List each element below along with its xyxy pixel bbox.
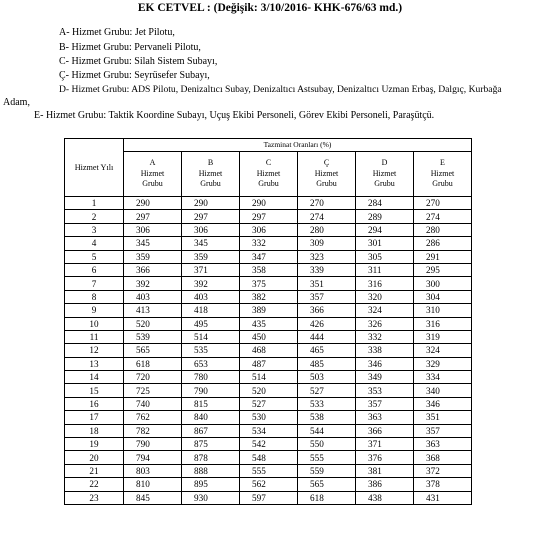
service-group-header-row bbox=[65, 152, 472, 197]
table-row bbox=[65, 438, 472, 451]
table-row bbox=[65, 237, 472, 250]
rate-cell-group-c: 332 bbox=[240, 237, 298, 250]
table-row bbox=[65, 424, 472, 437]
rate-cell-group-c-cedilla: 527 bbox=[298, 384, 356, 397]
rate-cell-group-d: 320 bbox=[356, 290, 414, 303]
table-row bbox=[65, 210, 472, 223]
rate-cell-group-e: 300 bbox=[414, 277, 472, 290]
rate-cell-group-c-cedilla: 280 bbox=[298, 223, 356, 236]
rate-cell-group-e: 280 bbox=[414, 223, 472, 236]
rate-cell-group-c-cedilla: 559 bbox=[298, 464, 356, 477]
column-header-e: E Hizmet Grubu bbox=[414, 152, 472, 197]
rate-cell-group-d: 332 bbox=[356, 330, 414, 343]
rate-cell-group-a: 520 bbox=[124, 317, 182, 330]
rate-cell-group-e: 378 bbox=[414, 478, 472, 491]
rate-cell-group-c-cedilla: 465 bbox=[298, 344, 356, 357]
table-row bbox=[65, 277, 472, 290]
compensation-rate-table bbox=[64, 138, 472, 505]
table-row bbox=[65, 223, 472, 236]
rate-cell-group-c-cedilla: 565 bbox=[298, 478, 356, 491]
service-year-cell: 12 bbox=[65, 344, 124, 357]
rate-table-body bbox=[65, 197, 472, 505]
rate-cell-group-c: 534 bbox=[240, 424, 298, 437]
page-title: EK CETVEL : (Değişik: 3/10/2016- KHK-676/63 md.) bbox=[137, 2, 403, 14]
rate-cell-group-c: 375 bbox=[240, 277, 298, 290]
rate-cell-group-e: 372 bbox=[414, 464, 472, 477]
rate-cell-group-e: 270 bbox=[414, 197, 472, 210]
rate-cell-group-a: 725 bbox=[124, 384, 182, 397]
rate-cell-group-b: 514 bbox=[182, 330, 240, 343]
rate-cell-group-c-cedilla: 550 bbox=[298, 438, 356, 451]
rate-cell-group-d: 316 bbox=[356, 277, 414, 290]
service-year-header: Hizmet Yılı bbox=[65, 139, 124, 197]
rate-cell-group-c: 542 bbox=[240, 438, 298, 451]
rate-cell-group-b: 297 bbox=[182, 210, 240, 223]
table-row bbox=[65, 411, 472, 424]
rate-cell-group-d: 376 bbox=[356, 451, 414, 464]
rate-cell-group-d: 305 bbox=[356, 250, 414, 263]
rate-cell-group-c-cedilla: 351 bbox=[298, 277, 356, 290]
service-year-cell: 3 bbox=[65, 223, 124, 236]
rate-cell-group-d: 438 bbox=[356, 491, 414, 504]
rate-cell-group-b: 780 bbox=[182, 371, 240, 384]
service-year-cell: 8 bbox=[65, 290, 124, 303]
rate-cell-group-b: 875 bbox=[182, 438, 240, 451]
rate-cell-group-c: 530 bbox=[240, 411, 298, 424]
rate-cell-group-a: 782 bbox=[124, 424, 182, 437]
service-year-cell: 14 bbox=[65, 371, 124, 384]
rate-cell-group-e: 329 bbox=[414, 357, 472, 370]
rate-cell-group-c-cedilla: 274 bbox=[298, 210, 356, 223]
rate-cell-group-a: 413 bbox=[124, 304, 182, 317]
rate-cell-group-c-cedilla: 323 bbox=[298, 250, 356, 263]
rate-cell-group-b: 403 bbox=[182, 290, 240, 303]
rate-cell-group-c: 297 bbox=[240, 210, 298, 223]
table-row bbox=[65, 384, 472, 397]
group-c-line: C- Hizmet Grubu: Silah Sistem Subayı, bbox=[59, 56, 218, 67]
group-b-line: B- Hizmet Grubu: Pervaneli Pilotu, bbox=[59, 42, 201, 53]
rate-cell-group-c: 358 bbox=[240, 263, 298, 276]
service-year-cell: 15 bbox=[65, 384, 124, 397]
column-header-a: A Hizmet Grubu bbox=[124, 152, 182, 197]
rate-cell-group-b: 840 bbox=[182, 411, 240, 424]
table-row bbox=[65, 197, 472, 210]
rate-cell-group-a: 539 bbox=[124, 330, 182, 343]
table-row bbox=[65, 250, 472, 263]
rate-cell-group-d: 338 bbox=[356, 344, 414, 357]
service-year-cell: 7 bbox=[65, 277, 124, 290]
rate-cell-group-a: 790 bbox=[124, 438, 182, 451]
group-a-line: A- Hizmet Grubu: Jet Pilotu, bbox=[59, 27, 175, 38]
rate-cell-group-c-cedilla: 426 bbox=[298, 317, 356, 330]
table-row bbox=[65, 464, 472, 477]
rate-cell-group-b: 815 bbox=[182, 397, 240, 410]
service-year-cell: 2 bbox=[65, 210, 124, 223]
rate-cell-group-c-cedilla: 366 bbox=[298, 304, 356, 317]
column-header-d: D Hizmet Grubu bbox=[356, 152, 414, 197]
service-year-cell: 10 bbox=[65, 317, 124, 330]
rate-cell-group-c-cedilla: 555 bbox=[298, 451, 356, 464]
table-row bbox=[65, 478, 472, 491]
rate-cell-group-c: 487 bbox=[240, 357, 298, 370]
table-row bbox=[65, 317, 472, 330]
rate-cell-group-e: 346 bbox=[414, 397, 472, 410]
rate-cell-group-a: 794 bbox=[124, 451, 182, 464]
rate-cell-group-b: 418 bbox=[182, 304, 240, 317]
column-header-b: B Hizmet Grubu bbox=[182, 152, 240, 197]
rate-cell-group-b: 895 bbox=[182, 478, 240, 491]
rate-cell-group-e: 334 bbox=[414, 371, 472, 384]
rate-cell-group-e: 286 bbox=[414, 237, 472, 250]
rate-cell-group-d: 311 bbox=[356, 263, 414, 276]
rate-cell-group-e: 295 bbox=[414, 263, 472, 276]
rate-cell-group-d: 357 bbox=[356, 397, 414, 410]
table-row bbox=[65, 290, 472, 303]
rate-cell-group-d: 294 bbox=[356, 223, 414, 236]
rate-cell-group-a: 810 bbox=[124, 478, 182, 491]
table-row bbox=[65, 357, 472, 370]
rate-cell-group-b: 495 bbox=[182, 317, 240, 330]
service-year-cell: 1 bbox=[65, 197, 124, 210]
rate-cell-group-d: 326 bbox=[356, 317, 414, 330]
rate-cell-group-e: 291 bbox=[414, 250, 472, 263]
rate-cell-group-a: 359 bbox=[124, 250, 182, 263]
rate-cell-group-c: 435 bbox=[240, 317, 298, 330]
service-year-cell: 4 bbox=[65, 237, 124, 250]
rate-cell-group-a: 845 bbox=[124, 491, 182, 504]
rate-cell-group-c: 468 bbox=[240, 344, 298, 357]
table-row bbox=[65, 491, 472, 504]
rate-cell-group-c: 555 bbox=[240, 464, 298, 477]
group-d-continuation: Adam, bbox=[3, 97, 30, 108]
rate-cell-group-b: 392 bbox=[182, 277, 240, 290]
rate-cell-group-e: 324 bbox=[414, 344, 472, 357]
rate-cell-group-c-cedilla: 618 bbox=[298, 491, 356, 504]
rate-cell-group-d: 371 bbox=[356, 438, 414, 451]
rate-cell-group-a: 720 bbox=[124, 371, 182, 384]
rate-cell-group-c: 597 bbox=[240, 491, 298, 504]
rate-cell-group-c: 347 bbox=[240, 250, 298, 263]
group-c-cedilla-line: Ç- Hizmet Grubu: Seyrüsefer Subayı, bbox=[59, 70, 210, 81]
rate-cell-group-a: 618 bbox=[124, 357, 182, 370]
rate-cell-group-a: 345 bbox=[124, 237, 182, 250]
service-year-cell: 17 bbox=[65, 411, 124, 424]
service-year-cell: 22 bbox=[65, 478, 124, 491]
rate-cell-group-e: 274 bbox=[414, 210, 472, 223]
table-row bbox=[65, 344, 472, 357]
rate-cell-group-b: 535 bbox=[182, 344, 240, 357]
rate-cell-group-e: 368 bbox=[414, 451, 472, 464]
rate-cell-group-d: 289 bbox=[356, 210, 414, 223]
column-header-c: C Hizmet Grubu bbox=[240, 152, 298, 197]
rate-cell-group-a: 565 bbox=[124, 344, 182, 357]
rate-cell-group-c-cedilla: 339 bbox=[298, 263, 356, 276]
table-row bbox=[65, 451, 472, 464]
rate-cell-group-d: 324 bbox=[356, 304, 414, 317]
rate-cell-group-d: 349 bbox=[356, 371, 414, 384]
rate-cell-group-a: 762 bbox=[124, 411, 182, 424]
rate-cell-group-e: 340 bbox=[414, 384, 472, 397]
rate-cell-group-d: 381 bbox=[356, 464, 414, 477]
rate-cell-group-e: 357 bbox=[414, 424, 472, 437]
column-header-c-cedilla: Ç Hizmet Grubu bbox=[298, 152, 356, 197]
rate-cell-group-c: 306 bbox=[240, 223, 298, 236]
rate-cell-group-e: 431 bbox=[414, 491, 472, 504]
rate-cell-group-c: 389 bbox=[240, 304, 298, 317]
rate-cell-group-c-cedilla: 444 bbox=[298, 330, 356, 343]
rate-cell-group-d: 284 bbox=[356, 197, 414, 210]
rate-cell-group-c-cedilla: 533 bbox=[298, 397, 356, 410]
rate-cell-group-b: 306 bbox=[182, 223, 240, 236]
group-d-line: D- Hizmet Grubu: ADS Pilotu, Denizaltıcı Subay, Denizaltıcı Astsubay, Denizaltıcı Uzman Erbaş, Dalgıç, Kurbağa bbox=[59, 84, 502, 95]
group-e-line: E- Hizmet Grubu: Taktik Koordine Subayı, Uçuş Ekibi Personeli, Görev Ekibi Personeli, Paraşütçü. bbox=[34, 110, 435, 121]
rate-cell-group-c: 548 bbox=[240, 451, 298, 464]
rate-cell-group-d: 386 bbox=[356, 478, 414, 491]
rate-cell-group-c: 527 bbox=[240, 397, 298, 410]
rate-cell-group-e: 310 bbox=[414, 304, 472, 317]
service-year-cell: 6 bbox=[65, 263, 124, 276]
service-year-cell: 21 bbox=[65, 464, 124, 477]
rate-cell-group-c-cedilla: 503 bbox=[298, 371, 356, 384]
service-year-cell: 19 bbox=[65, 438, 124, 451]
service-year-cell: 13 bbox=[65, 357, 124, 370]
rate-cell-group-d: 363 bbox=[356, 411, 414, 424]
rate-cell-group-a: 290 bbox=[124, 197, 182, 210]
rate-cell-group-b: 867 bbox=[182, 424, 240, 437]
rate-cell-group-b: 345 bbox=[182, 237, 240, 250]
service-year-cell: 9 bbox=[65, 304, 124, 317]
rate-cell-group-c-cedilla: 357 bbox=[298, 290, 356, 303]
rate-cell-group-e: 316 bbox=[414, 317, 472, 330]
rate-cell-group-b: 359 bbox=[182, 250, 240, 263]
rate-cell-group-a: 392 bbox=[124, 277, 182, 290]
rate-cell-group-b: 371 bbox=[182, 263, 240, 276]
service-year-cell: 23 bbox=[65, 491, 124, 504]
rate-cell-group-e: 351 bbox=[414, 411, 472, 424]
service-year-cell: 20 bbox=[65, 451, 124, 464]
rate-cell-group-a: 306 bbox=[124, 223, 182, 236]
table-row bbox=[65, 371, 472, 384]
rate-cell-group-e: 304 bbox=[414, 290, 472, 303]
rate-cell-group-b: 930 bbox=[182, 491, 240, 504]
rate-cell-group-d: 353 bbox=[356, 384, 414, 397]
rate-cell-group-b: 653 bbox=[182, 357, 240, 370]
rate-cell-group-c-cedilla: 309 bbox=[298, 237, 356, 250]
rate-cell-group-c-cedilla: 270 bbox=[298, 197, 356, 210]
service-year-cell: 16 bbox=[65, 397, 124, 410]
rate-cell-group-c: 562 bbox=[240, 478, 298, 491]
rate-cell-group-a: 803 bbox=[124, 464, 182, 477]
rate-cell-group-c: 450 bbox=[240, 330, 298, 343]
table-row bbox=[65, 304, 472, 317]
rate-cell-group-b: 878 bbox=[182, 451, 240, 464]
rate-cell-group-c: 382 bbox=[240, 290, 298, 303]
rate-cell-group-b: 290 bbox=[182, 197, 240, 210]
rate-cell-group-c-cedilla: 538 bbox=[298, 411, 356, 424]
table-row bbox=[65, 263, 472, 276]
table-row bbox=[65, 397, 472, 410]
service-year-cell: 18 bbox=[65, 424, 124, 437]
rate-cell-group-e: 363 bbox=[414, 438, 472, 451]
rate-cell-group-d: 301 bbox=[356, 237, 414, 250]
rate-cell-group-d: 346 bbox=[356, 357, 414, 370]
rate-cell-group-c-cedilla: 485 bbox=[298, 357, 356, 370]
rate-cell-group-a: 366 bbox=[124, 263, 182, 276]
rate-cell-group-a: 403 bbox=[124, 290, 182, 303]
service-year-cell: 5 bbox=[65, 250, 124, 263]
rate-cell-group-b: 888 bbox=[182, 464, 240, 477]
rate-cell-group-c: 514 bbox=[240, 371, 298, 384]
rate-cell-group-e: 319 bbox=[414, 330, 472, 343]
compensation-rates-header: Tazminat Oranları (%) bbox=[124, 139, 472, 152]
rate-cell-group-c: 290 bbox=[240, 197, 298, 210]
rate-cell-group-d: 366 bbox=[356, 424, 414, 437]
rate-cell-group-b: 790 bbox=[182, 384, 240, 397]
table-row bbox=[65, 330, 472, 343]
service-year-cell: 11 bbox=[65, 330, 124, 343]
rate-cell-group-a: 740 bbox=[124, 397, 182, 410]
rate-cell-group-a: 297 bbox=[124, 210, 182, 223]
rate-cell-group-c: 520 bbox=[240, 384, 298, 397]
rate-cell-group-c-cedilla: 544 bbox=[298, 424, 356, 437]
